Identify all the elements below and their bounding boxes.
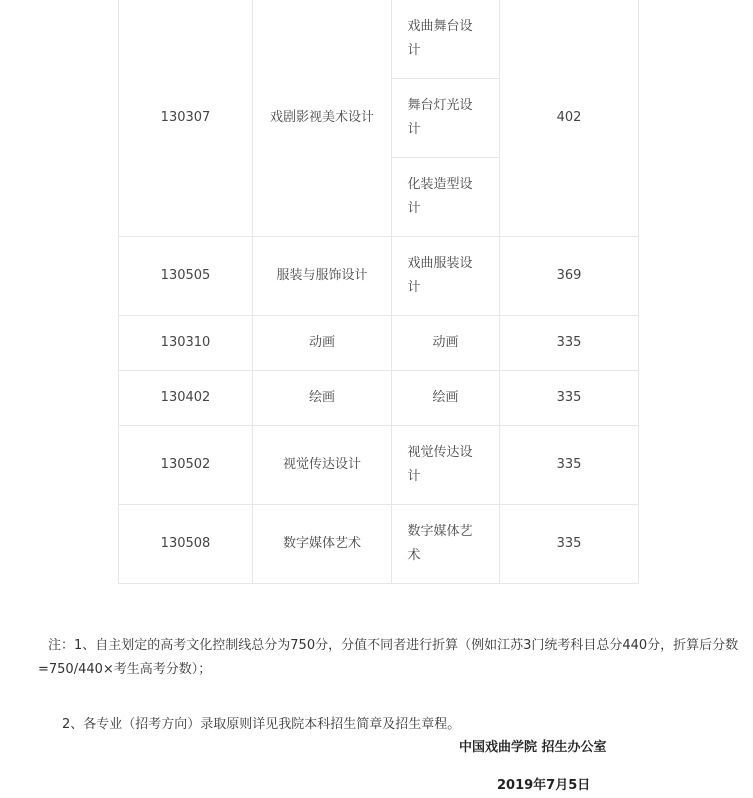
control-score: 335 [556, 335, 582, 350]
score-cell [500, 371, 639, 426]
direction-name: 视觉传达设计 [407, 445, 473, 484]
control-score: 369 [556, 268, 582, 283]
signature-date: 2019年7月5日 [497, 778, 591, 793]
major-name: 服装与服饰设计 [276, 268, 368, 283]
major-name: 视觉传达设计 [282, 457, 361, 472]
score-cell [500, 426, 639, 505]
direction-name: 戏曲服装设计 [407, 256, 473, 295]
notes-section [38, 634, 742, 732]
direction-cell [392, 0, 500, 79]
major-code: 130307 [160, 109, 211, 125]
note-2: 2、各专业（招考方向）录取原则详见我院本科招生简章及招生章程。 [62, 717, 461, 732]
score-cell [500, 0, 639, 237]
control-score: 335 [556, 457, 582, 472]
direction-cell [392, 426, 500, 505]
control-score: 335 [556, 536, 582, 551]
major-code-cell [119, 316, 253, 371]
major-code-cell [119, 237, 253, 316]
direction-cell [392, 158, 500, 237]
major-name: 绘画 [308, 390, 335, 405]
direction-name: 数字媒体艺术 [407, 524, 473, 563]
major-code: 130310 [160, 335, 211, 350]
direction-cell [392, 371, 500, 426]
signature-org: 中国戏曲学院 招生办公室 [459, 740, 607, 755]
table-row [119, 426, 639, 505]
major-code-cell [119, 0, 253, 237]
major-name: 戏剧影视美术设计 [270, 109, 375, 125]
major-name-cell [253, 0, 392, 237]
table-row [119, 237, 639, 316]
major-code: 130505 [160, 268, 211, 283]
note-1: 注：1、自主划定的高考文化控制线总分为750分，分值不同者进行折算（例如江苏3门统考科目总分440分，折算后分数=750/440×考生高考分数）； [38, 638, 739, 677]
direction-name: 绘画 [432, 390, 459, 405]
direction-name: 动画 [432, 335, 459, 350]
direction-cell [392, 505, 500, 584]
control-score: 402 [556, 109, 582, 125]
major-name-cell [253, 316, 392, 371]
table-row [119, 371, 639, 426]
major-code: 130502 [160, 457, 211, 472]
major-code-cell [119, 371, 253, 426]
direction-cell [392, 316, 500, 371]
major-code-cell [119, 426, 253, 505]
control-score: 335 [556, 390, 582, 405]
direction-name: 舞台灯光设计 [407, 98, 473, 137]
major-name-cell [253, 237, 392, 316]
direction-cell [392, 237, 500, 316]
direction-name: 戏曲舞台设计 [407, 18, 473, 58]
table-row [119, 0, 639, 79]
major-code: 130508 [160, 536, 211, 551]
score-table [118, 0, 639, 584]
direction-name: 化装造型设计 [407, 177, 473, 216]
major-name: 数字媒体艺术 [282, 536, 361, 551]
score-cell [500, 505, 639, 584]
score-cell [500, 316, 639, 371]
major-name-cell [253, 505, 392, 584]
major-code-cell [119, 505, 253, 584]
major-name-cell [253, 371, 392, 426]
major-name: 动画 [308, 335, 335, 350]
table-row [119, 316, 639, 371]
direction-cell [392, 79, 500, 158]
major-name-cell [253, 426, 392, 505]
major-code: 130402 [160, 390, 211, 405]
table-row [119, 505, 639, 584]
score-cell [500, 237, 639, 316]
